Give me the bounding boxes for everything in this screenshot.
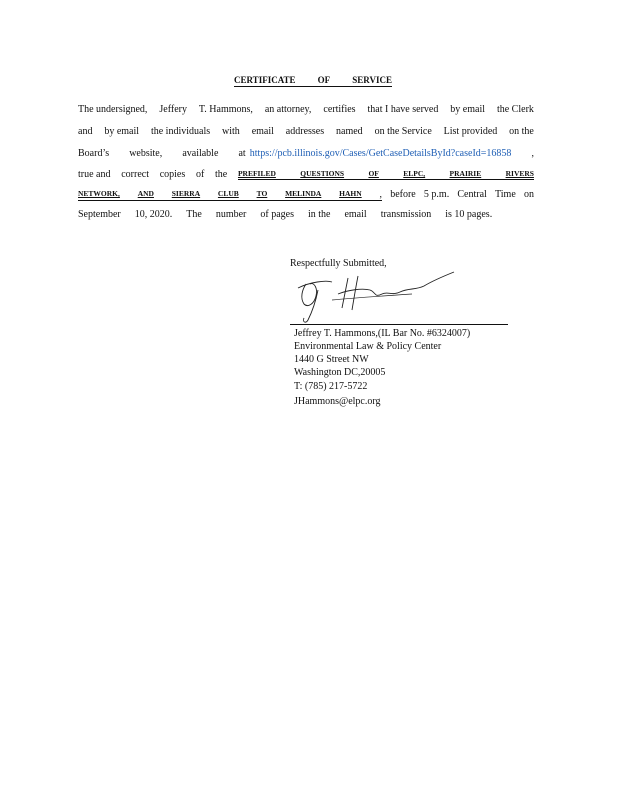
word: Time bbox=[495, 189, 516, 200]
word: before bbox=[390, 189, 416, 200]
body-line-4 bbox=[78, 169, 534, 180]
word: number bbox=[215, 209, 247, 220]
word: copies bbox=[159, 169, 186, 180]
word: the bbox=[215, 169, 228, 180]
word: in the bbox=[307, 209, 331, 220]
link-group bbox=[238, 148, 511, 159]
comma: , bbox=[379, 189, 382, 200]
word: 5 p.m. bbox=[423, 189, 450, 200]
comma: , bbox=[531, 148, 534, 159]
caps-word: TO bbox=[256, 189, 268, 198]
word: on bbox=[523, 189, 534, 200]
word: available bbox=[182, 148, 219, 159]
handwritten-signature bbox=[292, 268, 462, 324]
body-line-3 bbox=[78, 148, 534, 159]
caps-word: ELPC, bbox=[403, 169, 426, 178]
word: on the Service bbox=[374, 126, 432, 137]
word: List provided bbox=[443, 126, 498, 137]
caps-word: RIVERS bbox=[505, 169, 534, 178]
signature-line bbox=[290, 324, 508, 325]
word: that I have served bbox=[367, 104, 439, 115]
body-line-5 bbox=[78, 189, 534, 201]
caps-word: QUESTIONS bbox=[300, 169, 345, 178]
signer-phone: T: (785) 217-5722 bbox=[294, 381, 368, 392]
word: true and bbox=[78, 169, 111, 180]
caps-word: AND bbox=[137, 189, 154, 198]
word: correct bbox=[121, 169, 149, 180]
signer-city: Washington DC,20005 bbox=[294, 367, 386, 378]
word: Central bbox=[457, 189, 487, 200]
signer-email[interactable]: JHammons@elpc.org bbox=[294, 396, 381, 407]
word: of pages bbox=[260, 209, 294, 220]
word: email bbox=[251, 126, 274, 137]
body-line-6 bbox=[78, 209, 534, 220]
title-word: CERTIFICATE bbox=[234, 75, 296, 85]
word: of bbox=[195, 169, 205, 180]
word: by email bbox=[450, 104, 486, 115]
word: an attorney, bbox=[264, 104, 312, 115]
word: by email bbox=[104, 126, 140, 137]
word: Board’s bbox=[78, 148, 110, 159]
word: The bbox=[186, 209, 202, 220]
word: on the bbox=[509, 126, 534, 137]
signer-name: Jeffrey T. Hammons,(IL Bar No. #6324007) bbox=[294, 328, 471, 339]
word: transmission bbox=[380, 209, 432, 220]
caps-word: NETWORK, bbox=[78, 189, 120, 198]
signer-organization: Environmental Law & Policy Center bbox=[294, 341, 442, 352]
word: email bbox=[344, 209, 367, 220]
word: T. Hammons, bbox=[198, 104, 253, 115]
document-title-part-1 bbox=[238, 169, 534, 180]
word: with bbox=[222, 126, 240, 137]
word: addresses bbox=[285, 126, 325, 137]
signer-street: 1440 G Street NW bbox=[294, 354, 369, 365]
word: website, bbox=[129, 148, 163, 159]
word: 10, 2020. bbox=[134, 209, 173, 220]
word: September bbox=[78, 209, 121, 220]
body-line-1 bbox=[78, 104, 534, 115]
title-word: SERVICE bbox=[352, 75, 392, 85]
word: the individuals bbox=[150, 126, 211, 137]
case-details-link[interactable]: https://pcb.illinois.gov/Cases/GetCaseDetailsById?caseId=16858 bbox=[249, 148, 512, 159]
word: at bbox=[238, 148, 246, 159]
certificate-title bbox=[234, 75, 392, 87]
word: and bbox=[78, 126, 93, 137]
word: is 10 pages. bbox=[445, 209, 493, 220]
body-line-2 bbox=[78, 126, 534, 137]
caps-word: MELINDA bbox=[285, 189, 322, 198]
word: The undersigned, bbox=[78, 104, 148, 115]
word: Jeffery bbox=[159, 104, 187, 115]
caps-word: HAHN bbox=[339, 189, 362, 198]
word: certifies bbox=[323, 104, 356, 115]
caps-word: CLUB bbox=[217, 189, 239, 198]
word: the Clerk bbox=[496, 104, 534, 115]
caps-word: SIERRA bbox=[171, 189, 201, 198]
closing-respectfully: Respectfully Submitted, bbox=[290, 258, 387, 269]
title-word: OF bbox=[317, 75, 331, 85]
caps-word: OF bbox=[368, 169, 379, 178]
caps-word: PRAIRIE bbox=[449, 169, 482, 178]
document-title-part-2 bbox=[78, 189, 382, 201]
caps-word: PREFILED bbox=[237, 169, 276, 178]
word: named bbox=[336, 126, 363, 137]
